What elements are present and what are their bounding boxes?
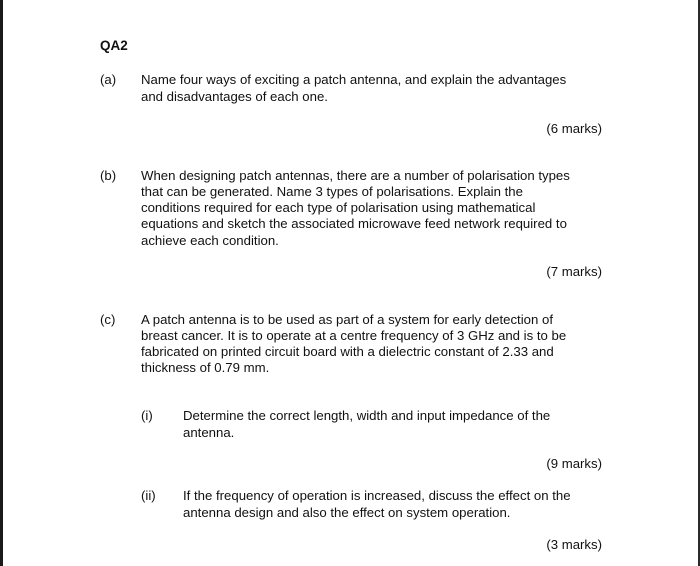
part-b-line-2: that can be generated. Name 3 types of polarisations. Explain the <box>141 184 523 199</box>
part-c-i-line-2: antenna. <box>183 425 235 440</box>
part-c-line-4: thickness of 0.79 mm. <box>141 360 270 375</box>
part-a-line-2: and disadvantages of each one. <box>141 89 328 104</box>
part-c-ii-line-2: antenna design and also the effect on system operation. <box>183 505 511 520</box>
part-c-i-line-1: Determine the correct length, width and input impedance of the <box>183 408 551 423</box>
part-b-label: (b) <box>100 168 117 183</box>
part-c-i-label: (i) <box>141 408 153 423</box>
part-b-line-4: equations and sketch the associated microwave feed network required to <box>141 216 567 231</box>
part-c-label: (c) <box>100 312 116 327</box>
part-a-line-1: Name four ways of exciting a patch antenna, and explain the advantages <box>141 72 567 87</box>
part-b-line-5: achieve each condition. <box>141 233 279 248</box>
part-b-line-3: conditions required for each type of polarisation using mathematical <box>141 200 536 215</box>
part-b-line-1: When designing patch antennas, there are a number of polarisation types <box>141 168 570 183</box>
page-edge-left <box>0 0 3 566</box>
part-c-i-marks: (9 marks) <box>546 456 602 471</box>
part-c-ii-line-1: If the frequency of operation is increased, discuss the effect on the <box>183 488 571 503</box>
part-b-marks: (7 marks) <box>546 264 602 279</box>
part-c-ii-marks: (3 marks) <box>546 537 602 552</box>
part-c-line-2: breast cancer. It is to operate at a centre frequency of 3 GHz and is to be <box>141 328 567 343</box>
question-title: QA2 <box>100 38 128 53</box>
part-a-label: (a) <box>100 72 117 87</box>
part-c-line-1: A patch antenna is to be used as part of a system for early detection of <box>141 312 553 327</box>
part-a-marks: (6 marks) <box>546 121 602 136</box>
part-c-ii-label: (ii) <box>141 488 156 503</box>
part-c-line-3: fabricated on printed circuit board with a dielectric constant of 2.33 and <box>141 344 554 359</box>
